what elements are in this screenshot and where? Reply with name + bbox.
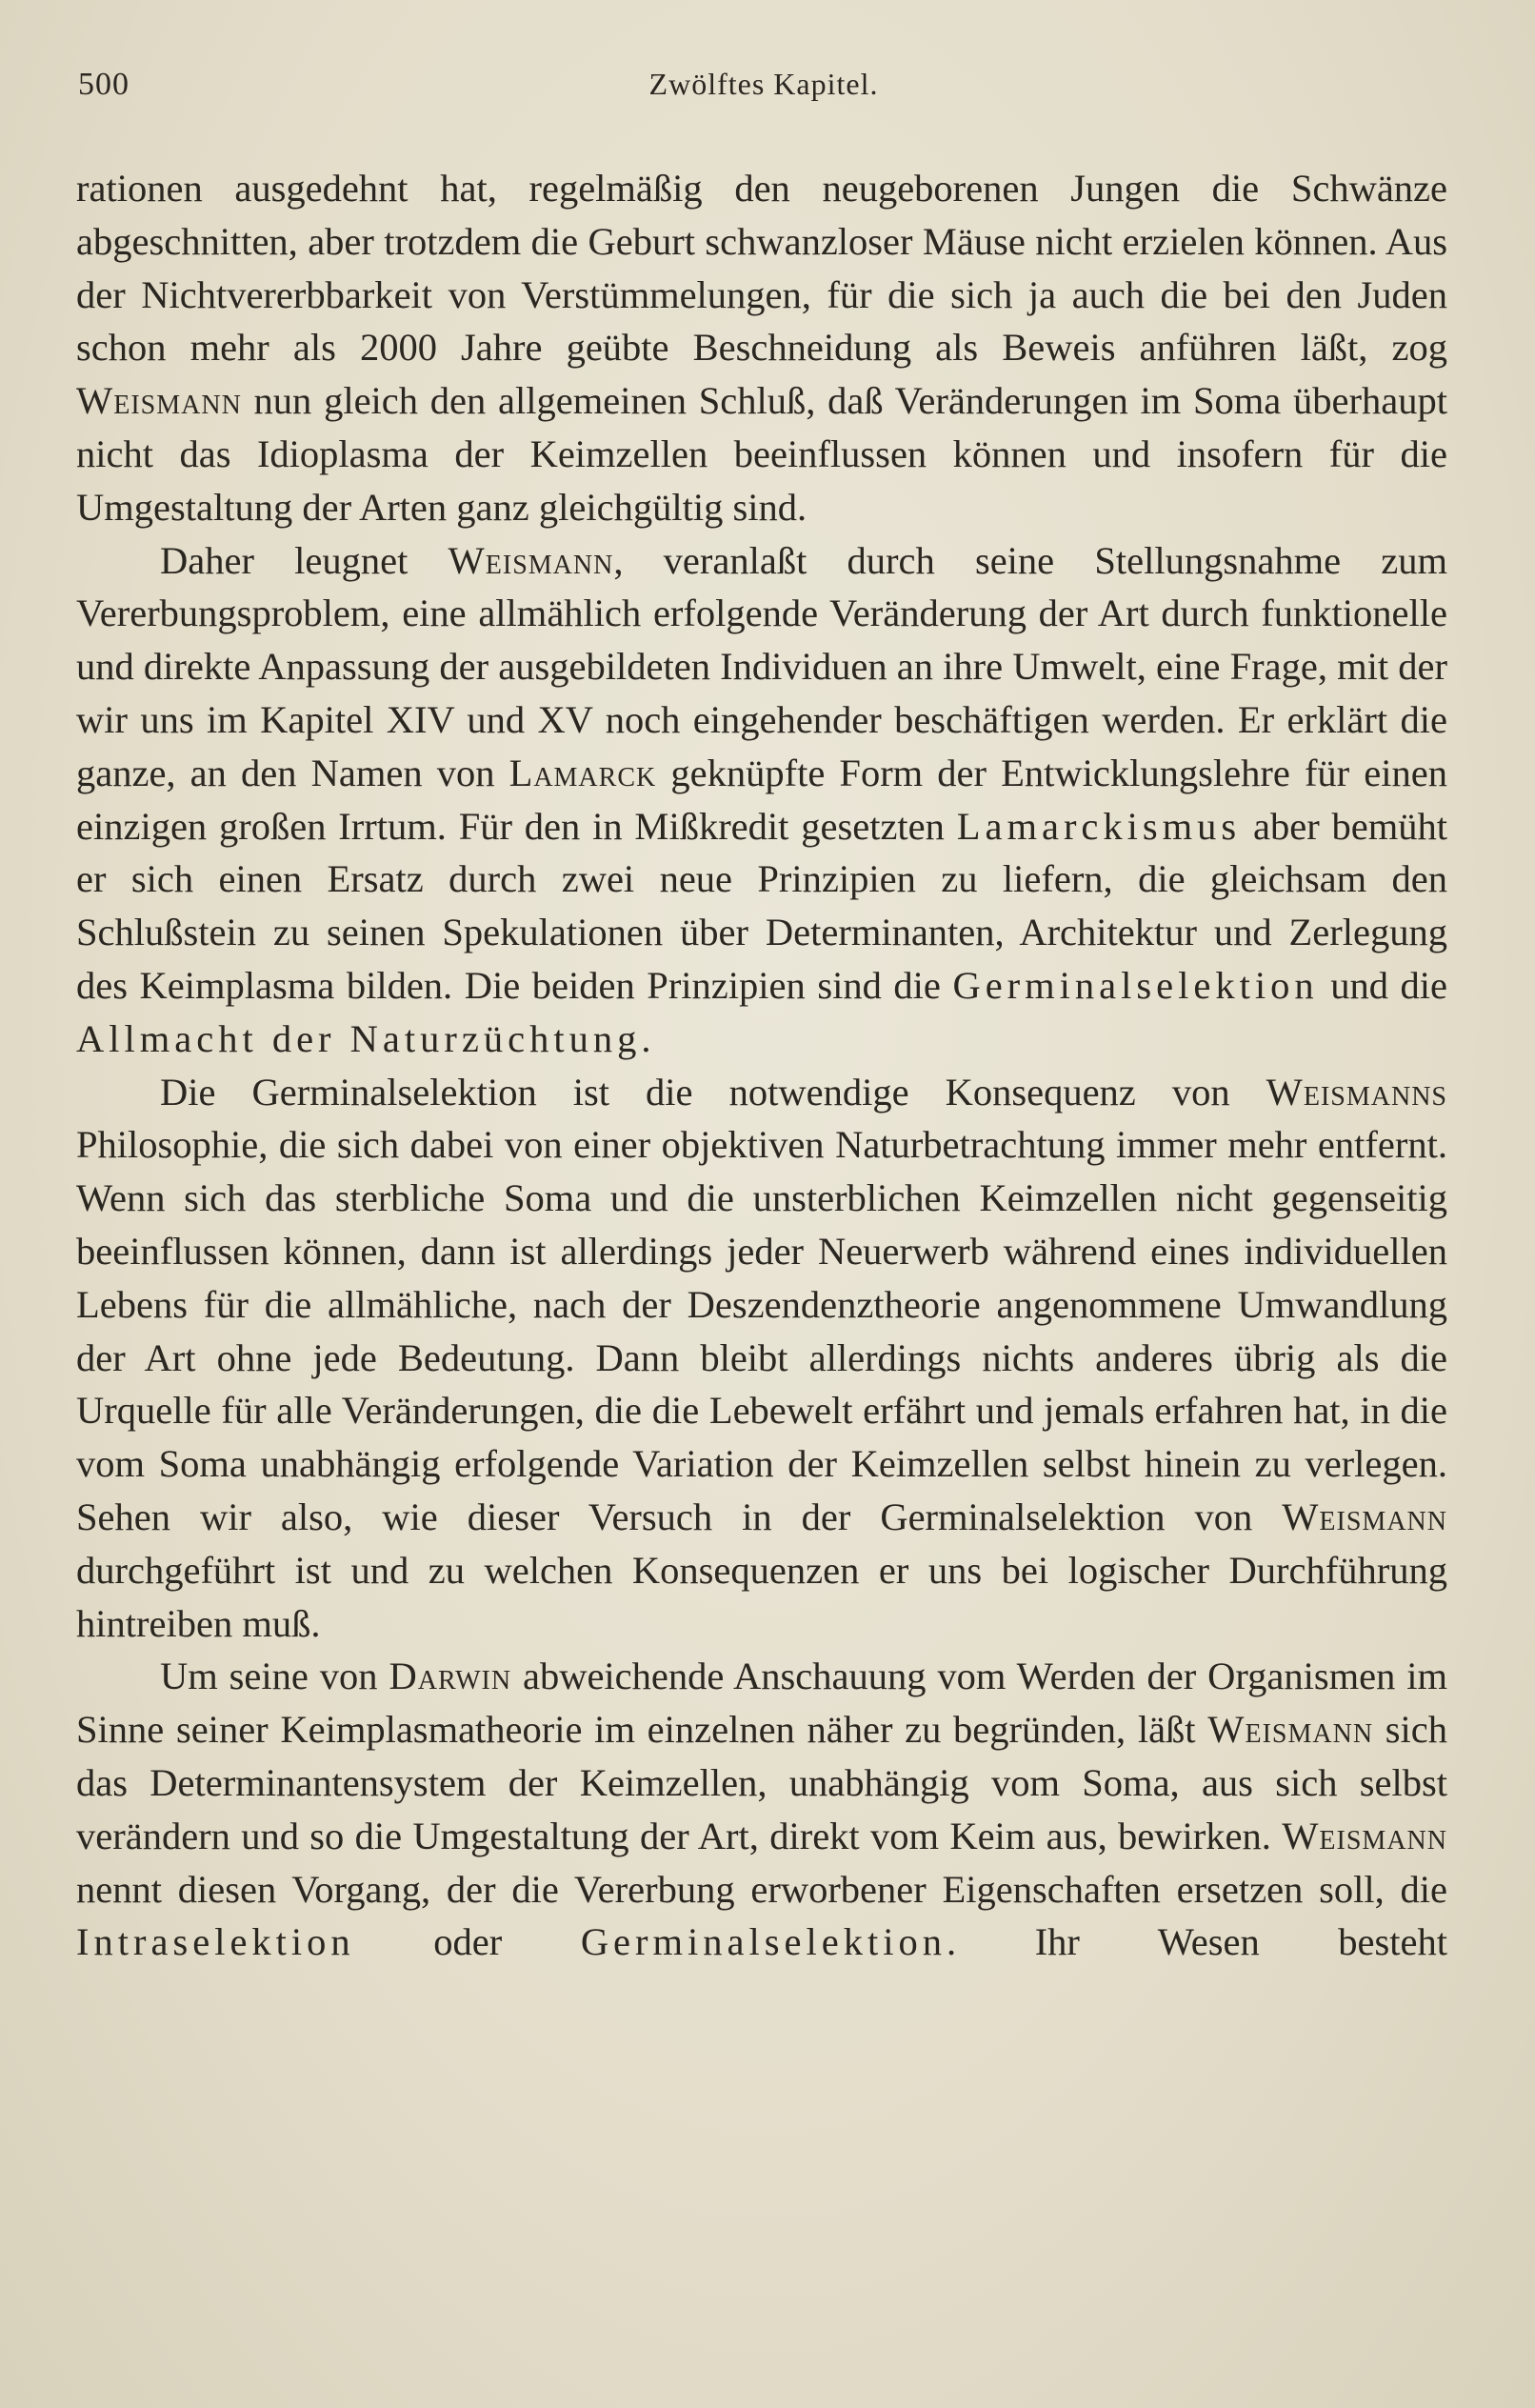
emphasis-allmacht: Allmacht der Naturzüchtung <box>76 1016 642 1060</box>
text-segment: . <box>641 1016 651 1060</box>
text-segment: durchgeführt ist und zu welchen Konsequenzen er uns bei logischer Durchführung hintreiben muß. <box>76 1548 1447 1645</box>
author-name-weismann: Weismann <box>448 538 614 582</box>
text-segment: geknüpfte Form der Entwicklungslehre für einen einzigen großen Irrtum. Für den in Mißkredit gesetzten <box>76 751 1447 848</box>
text-segment: sich das Determinantensystem der Keimzellen, unabhängig vom Soma, aus sich selbst verändern und so die Umgestaltung der Art, direkt vom Keim aus, bewirken. <box>76 1708 1447 1857</box>
running-title: Zwölftes Kapitel. <box>648 67 879 101</box>
text-segment: nennt diesen Vorgang, der die Vererbung erworbener Eigenschaften ersetzen soll, die <box>76 1867 1447 1911</box>
text-segment: . Ihr Wesen besteht <box>946 1920 1448 1964</box>
author-name-weismann: Weismann <box>76 379 242 423</box>
text-segment: und die <box>1318 963 1447 1007</box>
author-name-weismann: Weismann <box>1282 1495 1447 1538</box>
text-segment: abweichende Anschauung vom Werden der Organismen im Sinne seiner Keimplasmatheorie im einzelnen näher zu begründen, läßt <box>76 1655 1447 1752</box>
page-number: 500 <box>78 67 130 102</box>
text-segment: aber bemüht er sich einen Ersatz durch zwei neue Prinzipien zu liefern, die gleichsam den Schlußstein zu seinen Spekulationen über Determinanten, Architektur und Zerlegung des Keimplasma bilden. Die beiden Prinzipien sind die <box>76 804 1448 1007</box>
paragraph-3 <box>76 1066 1447 1651</box>
text-segment: Philosophie, die sich dabei von einer objektiven Naturbetrachtung immer mehr entfernt. Wenn sich das sterbliche Soma und die unsterblichen Keimzellen nicht gegenseitig beeinflussen können, dann ist allerdings jeder Neuerwerb während eines individuellen Lebens für die allmähliche, nach der Deszendenztheorie angenommene Umwandlung der Art ohne jede Bedeutung. Dann bleibt allerdings nichts anderes übrig als die Urquelle für alle Veränderungen, die die Lebewelt erfährt und jemals erfahren hat, in die vom Soma unabhängig erfolgende Variation der Keimzellen selbst hinein zu verlegen. Sehen wir also, wie dieser Versuch in der Germinalselektion von <box>76 1123 1447 1538</box>
emphasis-lamarckismus: Lamarckismus <box>956 804 1242 848</box>
text-segment: oder <box>354 1920 581 1964</box>
text-segment: Daher leugnet <box>160 538 449 582</box>
text-segment: Die Germinalselektion ist die notwendige Konsequenz von <box>160 1070 1266 1114</box>
page-header <box>78 67 1449 114</box>
author-name-weismanns: Weismanns <box>1266 1070 1447 1114</box>
text-segment: rationen ausgedehnt hat, regelmäßig den neugeborenen Jungen die Schwänze abgeschnitten, aber trotzdem die Geburt schwanzloser Mäuse nicht erzielen können. Aus der Nichtvererbbarkeit von Verstümmelungen, für die sich ja auch die bei den Juden schon mehr als 2000 Jahre geübte Beschneidung als Beweis anführen läßt, zog <box>76 167 1447 370</box>
body-text <box>76 162 1447 1969</box>
emphasis-germinalselektion: Germinalselektion <box>580 1920 947 1964</box>
author-name-darwin: Darwin <box>389 1655 512 1698</box>
emphasis-intraselektion: Intraselektion <box>76 1920 355 1964</box>
text-segment: , veranlaßt durch seine Stellungsnahme zum Vererbungsproblem, eine allmählich erfolgende Veränderung der Art durch funktionelle und direkte Anpassung der ausgebildeten Individuen an ihre Umwelt, eine Frage, mit der wir uns im Kapitel XIV und XV noch eingehender beschäftigen werden. Er erklärt die ganze, an den Namen von <box>76 538 1447 794</box>
paragraph-1 <box>76 162 1447 534</box>
text-segment: nun gleich den allgemeinen Schluß, daß Veränderungen im Soma überhaupt nicht das Idioplasma der Keimzellen beeinflussen können und insofern für die Umgestaltung der Arten ganz gleichgültig sind. <box>76 379 1447 529</box>
paragraph-4 <box>76 1650 1447 1969</box>
emphasis-germinalselektion: Germinalselektion <box>952 963 1319 1007</box>
author-name-weismann: Weismann <box>1282 1814 1447 1857</box>
author-name-lamarck: Lamarck <box>508 751 657 794</box>
paragraph-2 <box>76 534 1447 1066</box>
text-segment: Um seine von <box>160 1655 389 1698</box>
author-name-weismann: Weismann <box>1207 1708 1374 1752</box>
